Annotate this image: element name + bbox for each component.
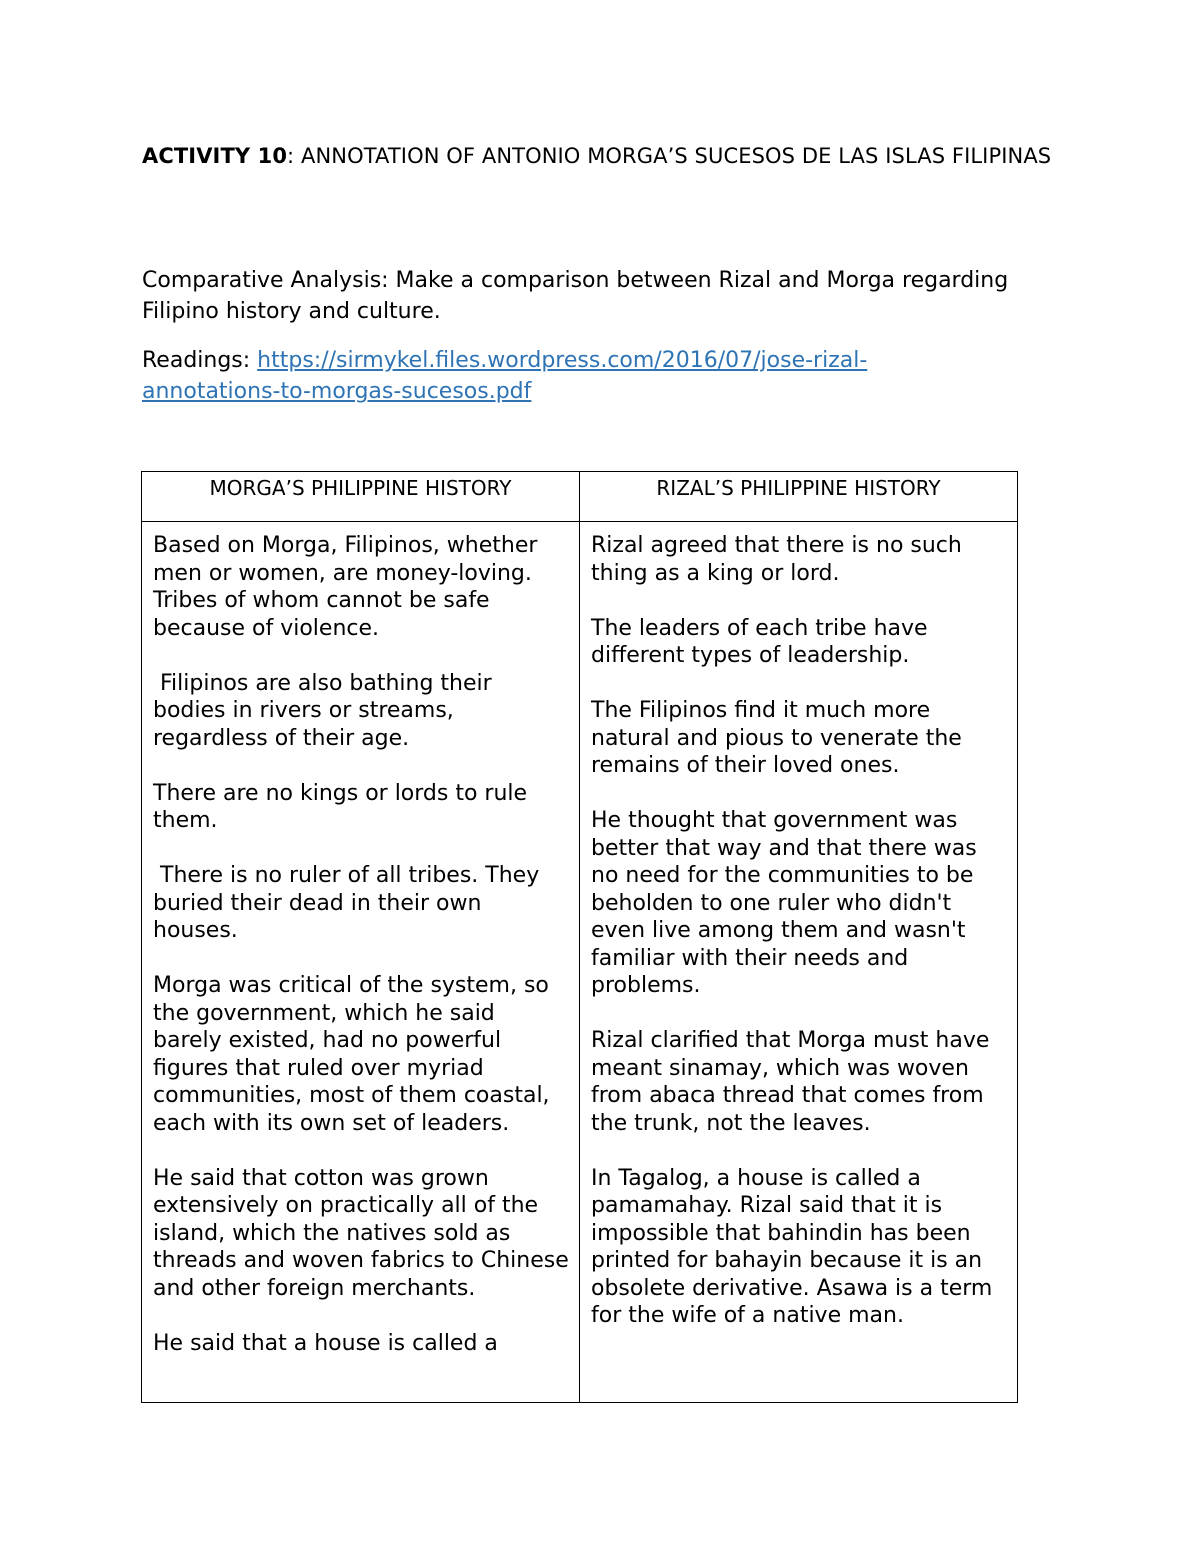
rizal-paragraph: Rizal clarified that Morga must have meant sinamay, which was woven from abaca thread that comes from the trunk, not the leaves. [591,1028,990,1136]
readings-label: Readings: [142,348,258,373]
rizal-paragraph: He thought that government was better that way and that there was no need for the communities to be beholden to one ruler who didn't even live among them and wasn't familiar with their needs and problems. [591,808,977,998]
comparison-table [141,471,1018,1403]
morga-paragraph: He said that cotton was grown extensively on practically all of the island, which the natives sold as threads and woven fabrics to Chinese and other foreign merchants. [153,1165,569,1301]
rizal-paragraph: In Tagalog, a house is called a pamamahay. Rizal said that it is impossible that bahindin has been printed for bahayin because it is an obsolete derivative. Asawa is a term for the wife of a native man. [591,1165,993,1328]
readings-link-part1: https://sirmykel.files.wordpress.com/2016/07/jose-rizal- [257,348,868,373]
morga-paragraph: He said that a house is called a [153,1330,498,1356]
morga-paragraph: There is no ruler of all tribes. They buried their dead in their own houses. [153,863,547,943]
activity-heading [142,141,1062,172]
activity-label: ACTIVITY 10 [142,144,288,168]
morga-paragraph: Morga was critical of the system, so the government, which he said barely existed, had no powerful figures that ruled over myriad communities, most of them coastal, each with its own set of leaders. [153,973,550,1136]
morga-paragraph: Based on Morga, Filipinos, whether men or women, are money-loving. Tribes of whom cannot be safe because of violence. [153,533,538,641]
rizal-cell [580,522,1018,1403]
readings-link-part2: annotations-to-morgas-sucesos.pdf [142,379,532,404]
morga-paragraph: There are no kings or lords to rule them. [153,780,528,833]
readings-line [142,345,1022,407]
readings-link[interactable] [142,348,1022,407]
instruction-text: Comparative Analysis: Make a comparison between Rizal and Morga regarding Filipino history and culture. [142,268,1009,324]
morga-paragraph: Filipinos are also bathing their bodies in rivers or streams, regardless of their age. [153,670,499,751]
table-header-row [142,472,1018,522]
rizal-paragraph: The leaders of each tribe have different types of leadership. [591,615,928,668]
activity-title: : ANNOTATION OF ANTONIO MORGA’S SUCESOS DE LAS ISLAS FILIPINAS [287,144,1052,168]
rizal-column-header: RIZAL’S PHILIPPINE HISTORY [580,472,1018,522]
morga-cell [142,522,580,1403]
rizal-paragraph: Rizal agreed that there is no such thing as a king or lord. [591,533,962,586]
morga-column-header: MORGA’S PHILIPPINE HISTORY [142,472,580,522]
rizal-paragraph: The Filipinos find it much more natural and pious to venerate the remains of their loved ones. [591,698,962,778]
table-row [142,522,1018,1403]
